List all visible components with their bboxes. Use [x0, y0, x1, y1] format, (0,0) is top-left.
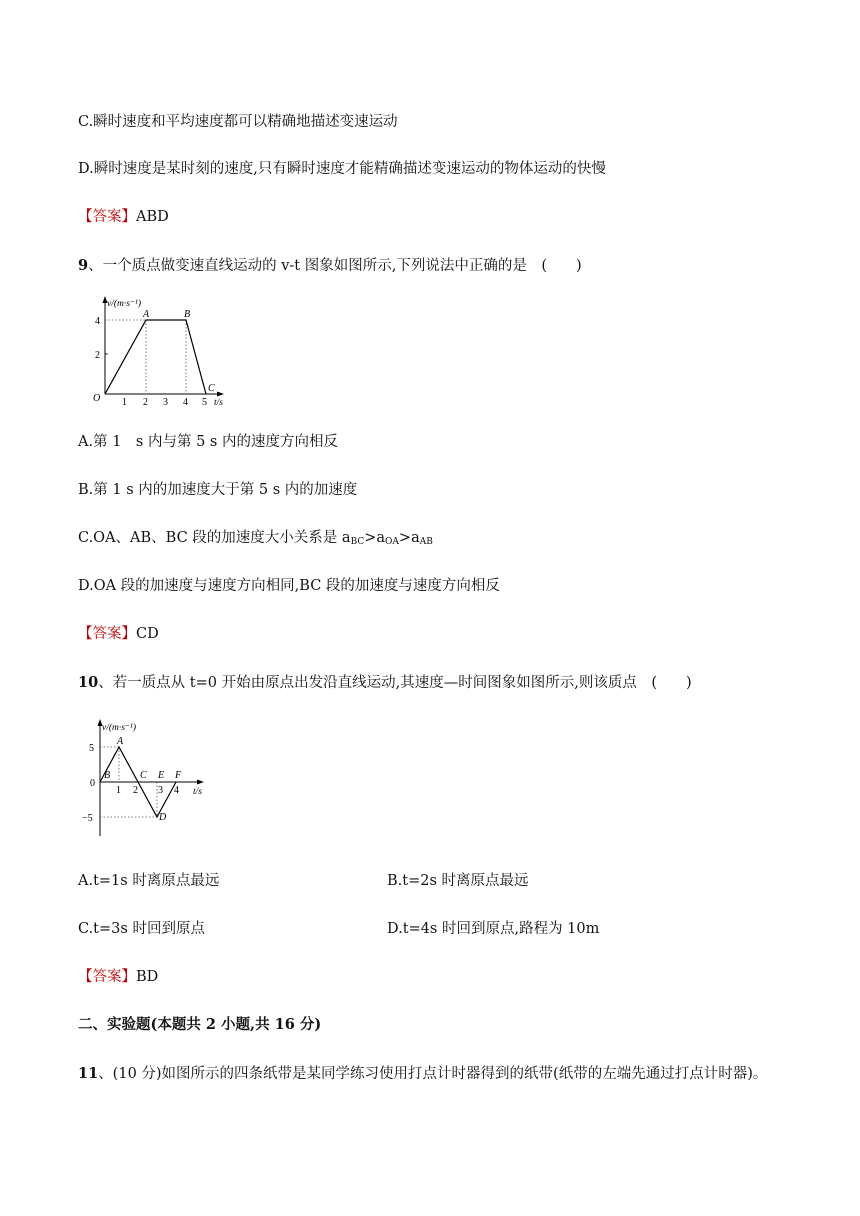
y-tick-0: 0	[90, 778, 95, 789]
subscript: AB	[419, 537, 433, 547]
y-tick-2: 2	[95, 350, 100, 361]
question-number: 9	[78, 257, 89, 274]
point-c-label: C	[208, 383, 215, 394]
question-text: 、若一质点从 t=0 开始由原点出发沿直线运动,其速度—时间图象如图所示,则该质点 ( )	[98, 675, 692, 691]
q8-answer	[78, 207, 169, 227]
x-tick-1: 1	[122, 397, 127, 406]
point-a-label: A	[143, 309, 150, 320]
y-tick-minus5: −5	[82, 813, 93, 824]
q10-option-a: A.t=1s 时离原点最远	[78, 873, 220, 889]
x-tick-3: 3	[163, 397, 168, 406]
x-tick-4: 4	[174, 785, 179, 796]
q9-answer	[78, 624, 159, 644]
answer-value: CD	[136, 626, 159, 642]
option-text: >a	[364, 530, 386, 546]
x-tick-3: 3	[158, 785, 163, 796]
q9-stem	[78, 256, 582, 276]
answer-tag: 【答案】	[78, 626, 136, 642]
x-tick-2: 2	[133, 785, 138, 796]
point-b-label: B	[104, 770, 111, 781]
point-a-label: A	[117, 736, 124, 747]
q10-answer	[78, 967, 158, 987]
q9-option-a: A.第 1 s 内与第 5 s 内的速度方向相反	[78, 434, 338, 450]
answer-tag: 【答案】	[78, 969, 136, 985]
q9-option-c	[78, 528, 433, 552]
subscript: BC	[350, 537, 365, 547]
q9-option-b: B.第 1 s 内的加速度大于第 5 s 内的加速度	[78, 482, 358, 498]
q9-vt-graph	[88, 294, 238, 406]
x-tick-4: 4	[183, 397, 188, 406]
answer-tag: 【答案】	[78, 209, 136, 225]
x-tick-1: 1	[116, 785, 121, 796]
y-axis-label: v/(m·s⁻¹)	[107, 299, 141, 309]
subscript: OA	[385, 537, 399, 547]
x-axis-label: t/s	[193, 787, 202, 797]
y-tick-4: 4	[95, 316, 100, 327]
question-number: 10	[78, 674, 99, 691]
q9-option-d: D.OA 段的加速度与速度方向相同,BC 段的加速度与速度方向相反	[78, 578, 500, 594]
q10-option-c: C.t=3s 时回到原点	[78, 921, 205, 937]
q8-option-c: C.瞬时速度和平均速度都可以精确地描述变速运动	[78, 114, 398, 130]
question-text: 、一个质点做变速直线运动的 v-t 图象如图所示,下列说法中正确的是 ( )	[88, 258, 582, 274]
q11-stem	[78, 1064, 767, 1084]
question-number: 11	[78, 1065, 99, 1082]
answer-value: BD	[136, 969, 159, 985]
q10-vt-graph	[80, 716, 220, 840]
option-text: C.OA、AB、BC 段的加速度大小关系是 a	[78, 530, 351, 546]
y-axis-label: v/(m·s⁻¹)	[102, 723, 136, 733]
option-text: >a	[398, 530, 420, 546]
question-text: 、(10 分)如图所示的四条纸带是某同学练习使用打点计时器得到的纸带(纸带的左端先通过打点计时器)。	[98, 1066, 768, 1082]
origin-label: O	[93, 393, 101, 404]
q8-option-d: D.瞬时速度是某时刻的速度,只有瞬时速度才能精确描述变速运动的物体运动的快慢	[78, 161, 606, 177]
section-heading: 二、实验题(本题共 2 小题,共 16 分)	[78, 1016, 322, 1033]
x-axis-label: t/s	[214, 398, 223, 406]
point-b-label: B	[184, 309, 191, 320]
point-c-label: C	[140, 770, 147, 781]
point-f-label: F	[175, 770, 182, 781]
y-tick-5: 5	[89, 743, 94, 754]
x-tick-5: 5	[202, 397, 207, 406]
point-e-label: E	[158, 770, 165, 781]
answer-value: ABD	[136, 209, 169, 225]
x-tick-2: 2	[143, 397, 148, 406]
q10-option-d: D.t=4s 时回到原点,路程为 10m	[387, 921, 600, 937]
q10-stem	[78, 673, 692, 693]
point-d-label: D	[159, 812, 167, 823]
q10-option-b: B.t=2s 时离原点最远	[387, 873, 529, 889]
